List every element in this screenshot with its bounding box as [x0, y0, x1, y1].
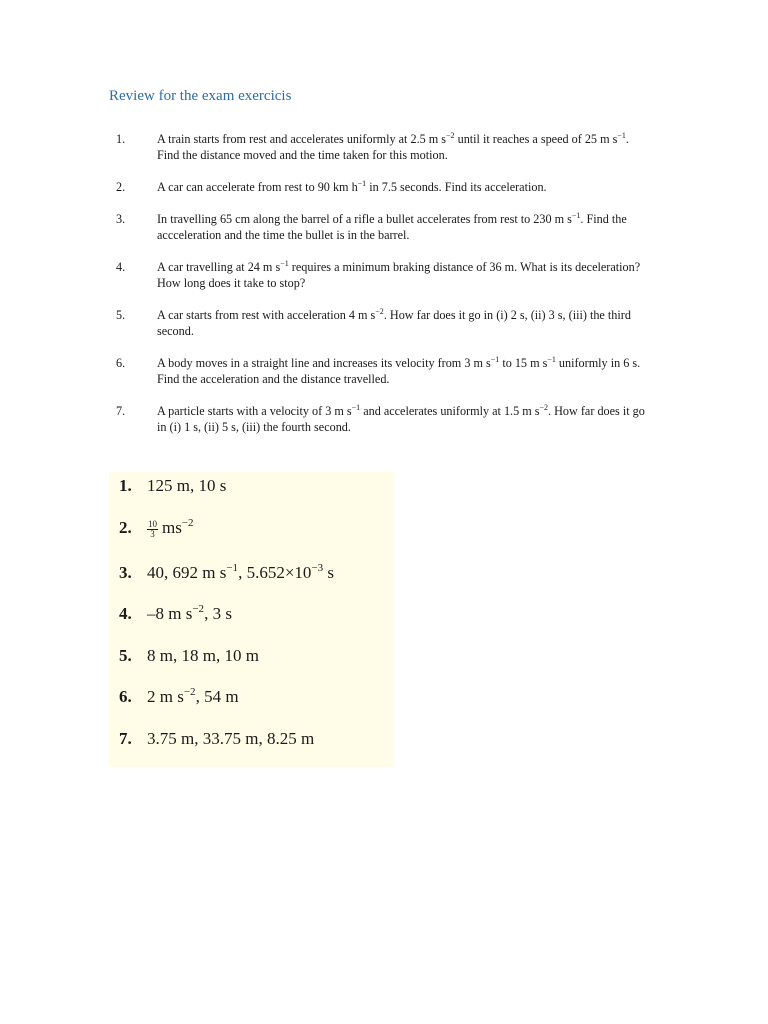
answer-text: 125 m, 10 s: [147, 476, 227, 495]
question-number: 4.: [116, 260, 126, 274]
answer-item: [119, 604, 232, 624]
question-number: 7.: [116, 404, 126, 418]
question-text: A body moves in a straight line and increases its velocity from 3 m $s^{-1}$ to 15 m $s^{-1}$ uniformly in 6 s. Find the acceleration and the distance travelled.: [157, 355, 641, 386]
question-text: A car can accelerate from rest to 90 km $h^{-1}$ in 7.5 seconds. Find its acceleration.: [157, 179, 547, 194]
answer-item: [119, 476, 226, 496]
question-text: In travelling 65 cm along the barrel of a rifle a bullet accelerates from rest to 230 m $s^{-1}$. Find the accceleration and the time the bullet is in the barrel.: [157, 211, 627, 242]
answer-item: [119, 563, 334, 583]
answer-number: 2.: [119, 518, 132, 537]
question-number: 3.: [116, 212, 126, 226]
answer-unit: ms: [162, 518, 182, 537]
question-number: 6.: [116, 356, 126, 370]
answer-fraction: $\frac{10}{3}$: [148, 518, 157, 539]
question-text: A train starts from rest and accelerates uniformly at 2.5 m $s^{-2}$ until it reaches a speed of 25 m $s^{-1}$. Find the distance moved and the time taken for this motion.: [157, 131, 629, 162]
answer-text: 8 m, 18 m, 10 m: [147, 646, 259, 665]
answer-text: 2 m $s^{-2}$, 54 m: [147, 686, 239, 706]
answer-number: 3.: [119, 563, 132, 582]
page-title: Review for the exam exercicis: [109, 88, 292, 104]
answer-item: [119, 646, 259, 666]
question-text: A particle starts with a velocity of 3 m $s^{-1}$ and accelerates uniformly at 1.5 m $s^{-2}$. How far does it go in (i) 1 s, (ii) 5 s, (iii) the fourth second.: [157, 403, 645, 434]
answers-box: [109, 472, 394, 767]
answer-text: 40, 692 m $s^{-1}$, $5.652\times 10^{-3}$ s: [147, 562, 334, 582]
answer-item: [119, 687, 239, 707]
question-number: 1.: [116, 132, 126, 146]
answer-item: [119, 729, 314, 749]
answer-text: 3.75 m, 33.75 m, 8.25 m: [147, 729, 315, 748]
answer-number: 5.: [119, 646, 132, 665]
question-text: A car starts from rest with acceleration 4 m $s^{-2}$. How far does it go in (i) 2 s, (ii) 3 s, (iii) the third second.: [157, 307, 631, 338]
question-text: A car travelling at 24 m $s^{-1}$ requires a minimum braking distance of 36 m. What is its deceleration? How long does it take to stop?: [157, 259, 641, 290]
answer-number: 4.: [119, 604, 132, 623]
answer-number: 1.: [119, 476, 132, 495]
answer-item: 2. $\frac{10}{3}$ $ms^{-2}$: [119, 517, 194, 539]
answer-number: 7.: [119, 729, 132, 748]
answer-number: 6.: [119, 687, 132, 706]
answer-text: –8 m $s^{-2}$, 3 s: [147, 603, 232, 623]
question-number: 5.: [116, 308, 126, 322]
question-number: 2.: [116, 180, 126, 194]
